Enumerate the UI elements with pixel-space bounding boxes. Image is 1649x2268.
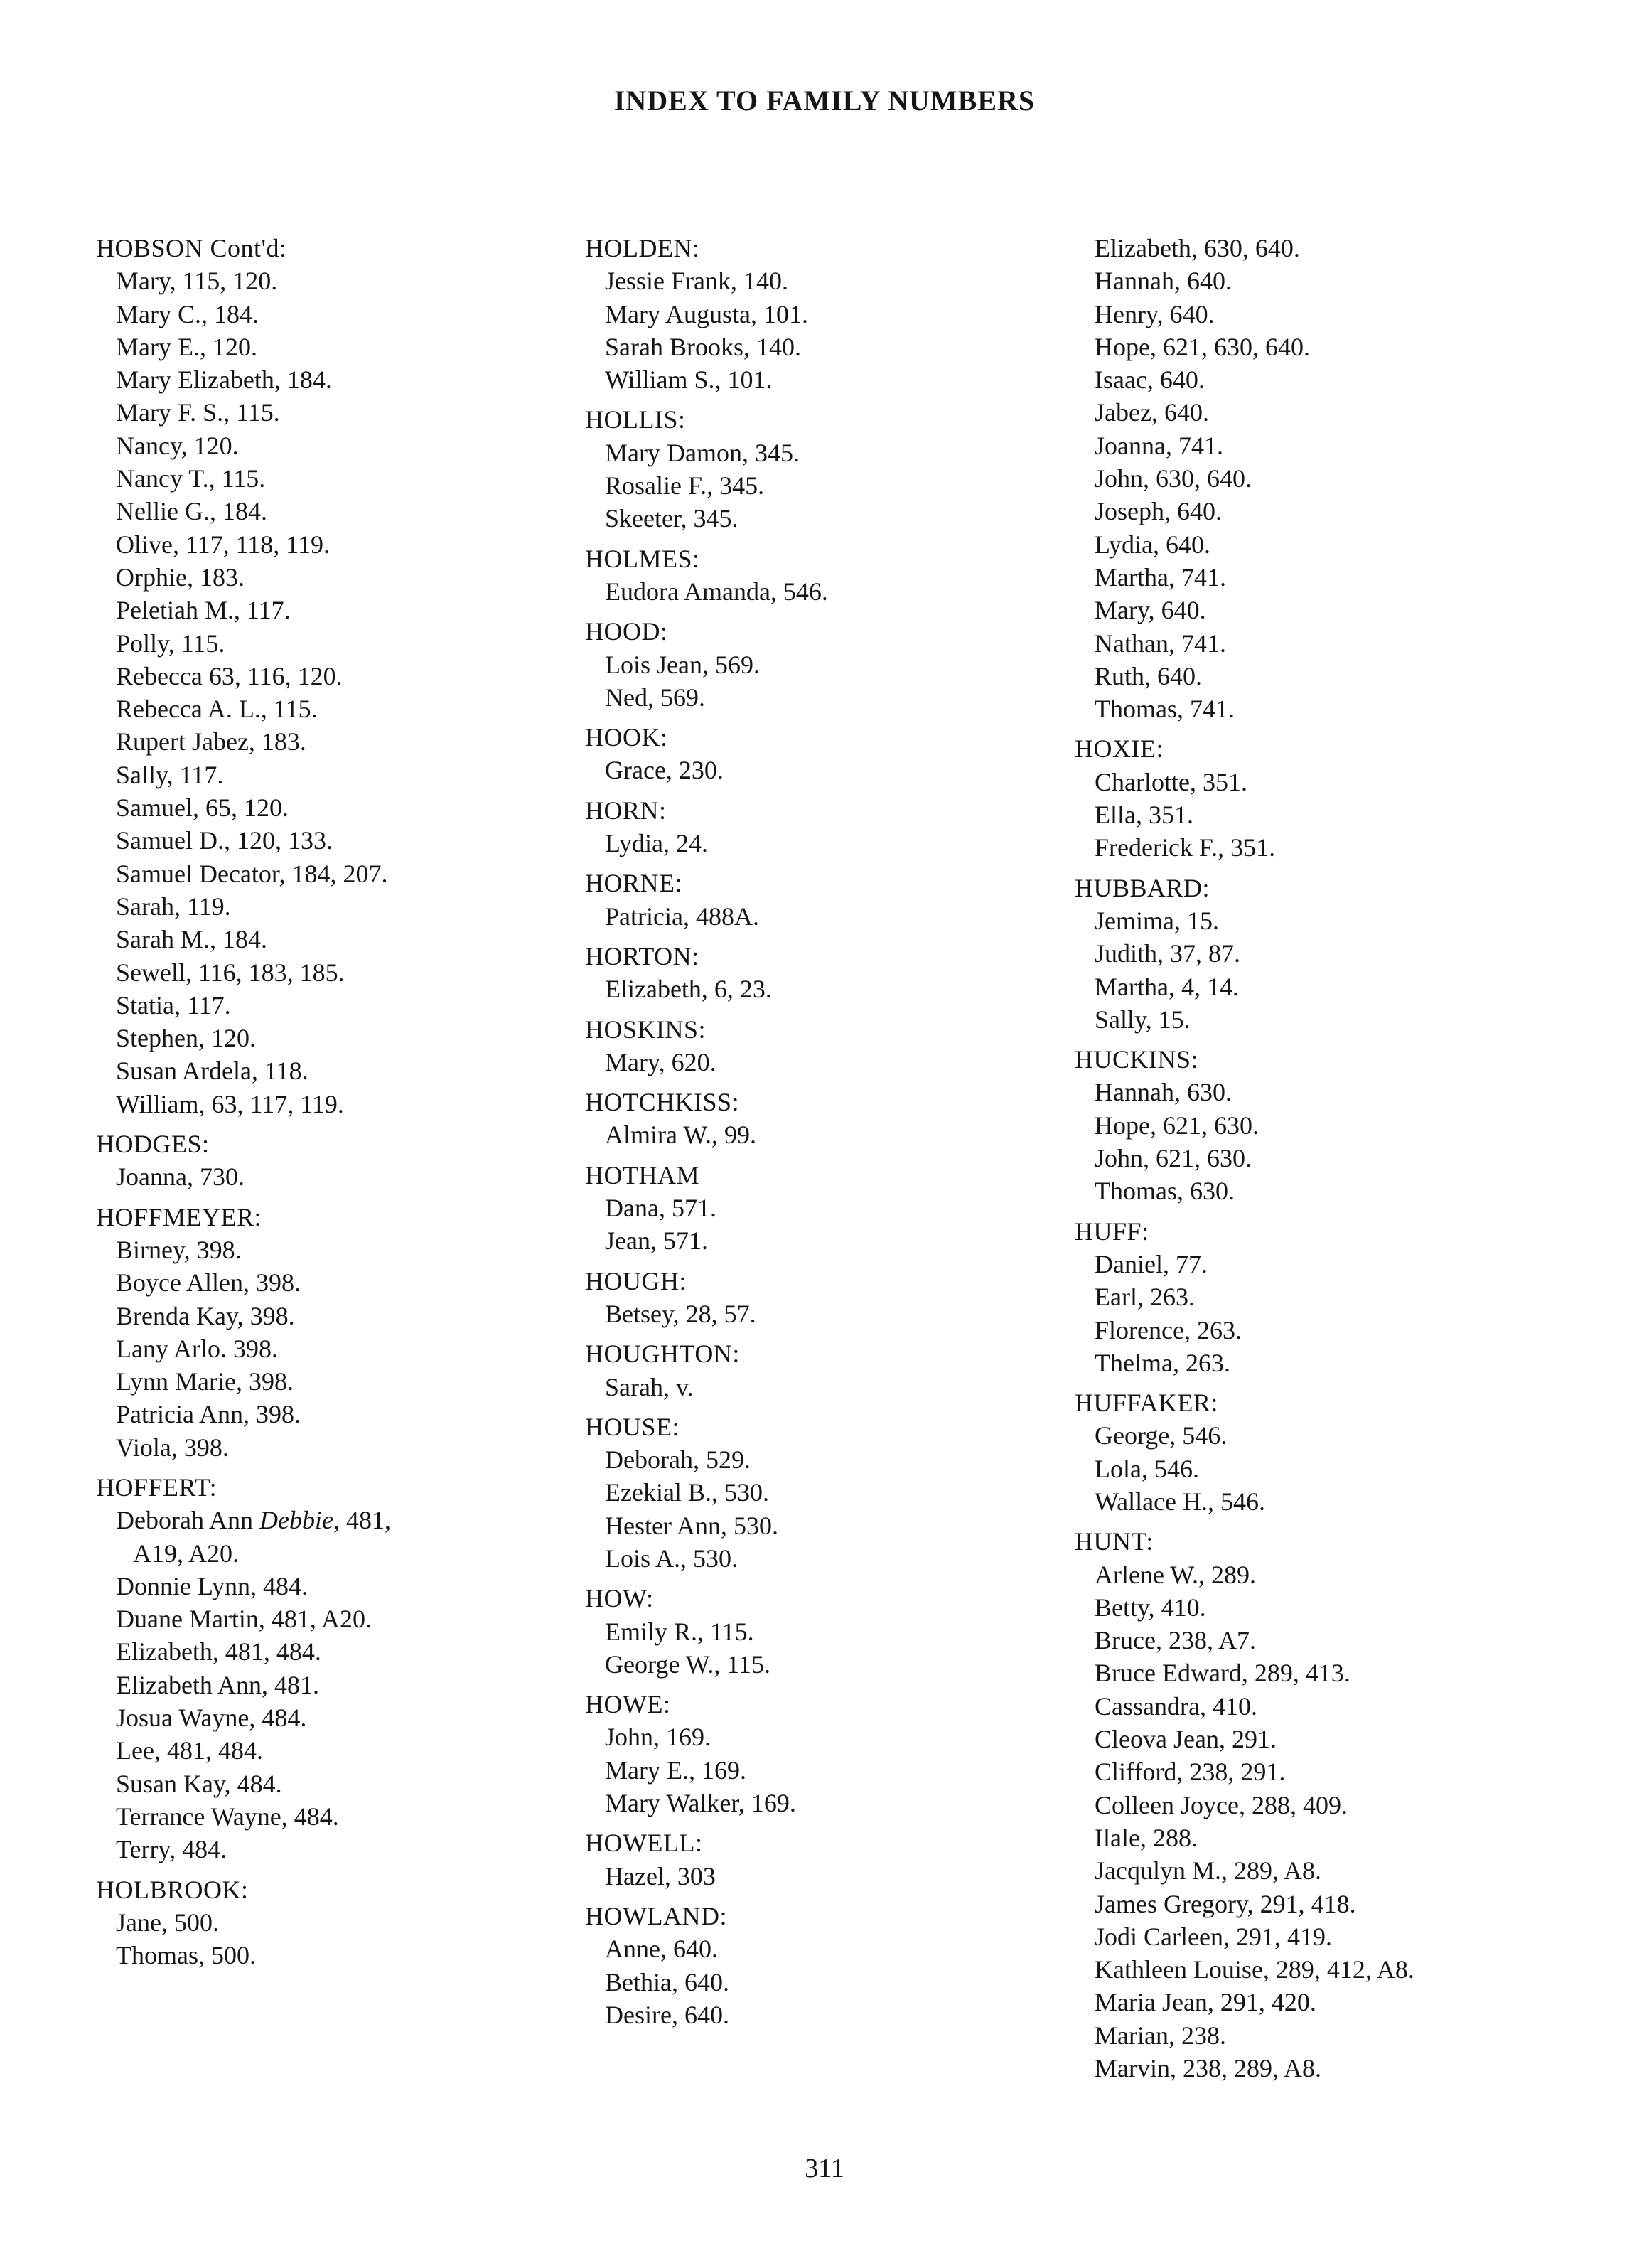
index-entry: Martha, 4, 14. bbox=[1095, 972, 1239, 1001]
index-entry: Judith, 37, 87. bbox=[1095, 939, 1241, 968]
family-block bbox=[1075, 1525, 1572, 2085]
family-block bbox=[96, 1128, 565, 1194]
index-entry: Lola, 546. bbox=[1095, 1454, 1199, 1483]
index-entry bbox=[96, 1504, 565, 1570]
page-number: 311 bbox=[805, 2154, 844, 2183]
index-entry: Mary C., 184. bbox=[116, 299, 259, 328]
family-name: HOBSON Cont'd: bbox=[96, 234, 287, 262]
index-entry: Nathan, 741. bbox=[1095, 628, 1226, 658]
family-block bbox=[585, 1826, 1054, 1893]
family-name: HOWELL: bbox=[585, 1829, 703, 1858]
family-name: HUNT: bbox=[1075, 1527, 1154, 1556]
index-entry: Grace, 230. bbox=[605, 756, 724, 785]
index-entry: Jessie Frank, 140. bbox=[605, 267, 788, 296]
index-entry: Sarah, 119. bbox=[116, 892, 231, 921]
entry-nickname: Debbie bbox=[259, 1506, 333, 1535]
family-block bbox=[585, 1086, 1054, 1152]
family-block bbox=[1075, 232, 1572, 725]
index-entry: Cleova Jean, 291. bbox=[1095, 1725, 1277, 1754]
index-entry: Arlene W., 289. bbox=[1095, 1560, 1256, 1589]
index-entry: Samuel Decator, 184, 207. bbox=[116, 859, 388, 888]
index-entry: Statia, 117. bbox=[116, 990, 231, 1020]
index-entry: Elizabeth Ann, 481. bbox=[116, 1670, 319, 1699]
family-block bbox=[1075, 732, 1572, 864]
family-block bbox=[585, 1582, 1054, 1681]
index-entry: Lynn Marie, 398. bbox=[116, 1367, 294, 1396]
family-name: HOTHAM bbox=[585, 1160, 699, 1189]
index-entry: Jacqulyn M., 289, A8. bbox=[1095, 1856, 1321, 1885]
family-name: HORN: bbox=[585, 796, 667, 825]
family-name: HOOK: bbox=[585, 723, 668, 752]
family-block bbox=[1075, 1043, 1572, 1207]
family-block bbox=[585, 542, 1054, 609]
index-entry: Cassandra, 410. bbox=[1095, 1691, 1257, 1721]
index-entry: Mary, 620. bbox=[605, 1047, 716, 1076]
index-entry: Polly, 115. bbox=[116, 628, 225, 658]
index-entry: Hope, 621, 630, 640. bbox=[1095, 332, 1310, 361]
index-entry: Joanna, 741. bbox=[1095, 431, 1223, 460]
index-entry: Thomas, 500. bbox=[116, 1941, 256, 1970]
index-entry: Bruce, 238, A7. bbox=[1095, 1626, 1256, 1655]
index-entry: William S., 101. bbox=[605, 365, 773, 395]
entry-text: , 481, bbox=[333, 1506, 391, 1535]
index-entry: Jane, 500. bbox=[116, 1908, 219, 1937]
index-entry: Sarah Brooks, 140. bbox=[605, 332, 801, 361]
family-block bbox=[585, 615, 1054, 714]
index-entry: Jabez, 640. bbox=[1095, 398, 1209, 427]
index-entry: Wallace H., 546. bbox=[1095, 1487, 1266, 1516]
index-entry: John, 621, 630. bbox=[1095, 1144, 1252, 1173]
family-block bbox=[585, 1688, 1054, 1819]
index-entry: Hannah, 640. bbox=[1095, 267, 1232, 296]
index-entry: Jemima, 15. bbox=[1095, 906, 1219, 935]
family-name: HUBBARD: bbox=[1075, 873, 1210, 902]
family-name: HOLBROOK: bbox=[96, 1875, 249, 1904]
index-entry: Mary Walker, 169. bbox=[605, 1789, 796, 1818]
index-entry: Viola, 398. bbox=[116, 1433, 229, 1462]
index-entry: Hannah, 630. bbox=[1095, 1078, 1232, 1107]
index-entry: Peletiah M., 117. bbox=[116, 596, 291, 625]
index-entry: Lydia, 24. bbox=[605, 829, 708, 858]
index-entry: Ezekial B., 530. bbox=[605, 1478, 769, 1507]
index-entry: Earl, 263. bbox=[1095, 1283, 1195, 1312]
index-entry: Olive, 117, 118, 119. bbox=[116, 530, 330, 559]
index-entry: Sally, 15. bbox=[1095, 1005, 1191, 1034]
family-name: HUFFAKER: bbox=[1075, 1389, 1218, 1418]
index-entry: Charlotte, 351. bbox=[1095, 767, 1247, 796]
entry-text: Deborah Ann bbox=[116, 1506, 259, 1535]
index-entry: Josua Wayne, 484. bbox=[116, 1703, 307, 1733]
index-entry: Joanna, 730. bbox=[116, 1162, 245, 1192]
index-entry: Terry, 484. bbox=[116, 1835, 227, 1864]
index-entry: Hester Ann, 530. bbox=[605, 1511, 778, 1540]
family-block bbox=[1075, 872, 1572, 1036]
family-name: HOW: bbox=[585, 1584, 654, 1613]
index-entry: Bethia, 640. bbox=[605, 1967, 729, 1996]
index-entry: Mary E., 169. bbox=[605, 1755, 746, 1785]
index-entry: George, 546. bbox=[1095, 1421, 1228, 1450]
family-name: HUFF: bbox=[1075, 1216, 1149, 1246]
index-entry: Sarah, v. bbox=[605, 1372, 694, 1401]
index-entry: John, 169. bbox=[605, 1723, 711, 1752]
index-entry: Nellie G., 184. bbox=[116, 497, 267, 526]
index-entry: Kathleen Louise, 289, 412, A8. bbox=[1095, 1955, 1414, 1984]
family-name: HOUGH: bbox=[585, 1266, 687, 1295]
index-entry: Nancy, 120. bbox=[116, 431, 239, 460]
family-name: HORTON: bbox=[585, 941, 699, 970]
index-entry: Ruth, 640. bbox=[1095, 661, 1203, 690]
index-entry: Lydia, 640. bbox=[1095, 530, 1210, 559]
index-entry: Boyce Allen, 398. bbox=[116, 1268, 301, 1298]
family-block bbox=[585, 1900, 1054, 2031]
index-entry: Marian, 238. bbox=[1095, 2021, 1226, 2050]
index-entry: Mary, 640. bbox=[1095, 596, 1206, 625]
family-block bbox=[585, 867, 1054, 933]
index-column-2 bbox=[585, 232, 1054, 2038]
family-name: HOWLAND: bbox=[585, 1901, 727, 1930]
index-entry: Skeeter, 345. bbox=[605, 504, 738, 533]
index-entry: Joseph, 640. bbox=[1095, 497, 1222, 526]
family-block bbox=[1075, 1215, 1572, 1379]
index-entry: Lany Arlo. 398. bbox=[116, 1334, 278, 1363]
index-entry: Hope, 621, 630. bbox=[1095, 1111, 1259, 1140]
family-name: HOUSE: bbox=[585, 1412, 680, 1441]
family-block bbox=[585, 232, 1054, 396]
index-entry: Birney, 398. bbox=[116, 1235, 242, 1264]
family-name: HOSKINS: bbox=[585, 1015, 707, 1044]
index-entry: Mary Damon, 345. bbox=[605, 438, 800, 467]
family-block bbox=[585, 794, 1054, 860]
index-entry: Terrance Wayne, 484. bbox=[116, 1802, 339, 1831]
index-entry: William, 63, 117, 119. bbox=[116, 1089, 344, 1118]
index-entry: Marvin, 238, 289, A8. bbox=[1095, 2054, 1321, 2083]
index-entry: Martha, 741. bbox=[1095, 562, 1226, 592]
index-entry: Donnie Lynn, 484. bbox=[116, 1571, 308, 1600]
index-entry: Elizabeth, 481, 484. bbox=[116, 1637, 321, 1667]
index-entry: Nancy T., 115. bbox=[116, 464, 266, 493]
index-entry: Susan Kay, 484. bbox=[116, 1769, 282, 1798]
index-entry: Sarah M., 184. bbox=[116, 925, 267, 954]
index-column-3 bbox=[1075, 232, 1572, 2092]
index-column-1 bbox=[96, 232, 565, 1979]
index-entry: Rosalie F., 345. bbox=[605, 471, 765, 501]
index-entry: Henry, 640. bbox=[1095, 299, 1215, 328]
family-name: HOLDEN: bbox=[585, 234, 700, 262]
index-entry: Maria Jean, 291, 420. bbox=[1095, 1988, 1316, 2017]
family-name: HOUGHTON: bbox=[585, 1339, 740, 1369]
family-name: HORNE: bbox=[585, 869, 682, 898]
index-entry: Susan Ardela, 118. bbox=[116, 1057, 308, 1086]
family-name: HOTCHKISS: bbox=[585, 1088, 740, 1117]
index-entry: Patricia, 488A. bbox=[605, 902, 759, 931]
index-entry: Lee, 481, 484. bbox=[116, 1736, 263, 1765]
index-entry: Dana, 571. bbox=[605, 1194, 716, 1223]
index-entry: Ilale, 288. bbox=[1095, 1823, 1198, 1852]
family-name: HOOD: bbox=[585, 617, 668, 646]
index-entry: Desire, 640. bbox=[605, 2000, 729, 2029]
family-block bbox=[96, 1201, 565, 1464]
index-entry: Daniel, 77. bbox=[1095, 1249, 1208, 1278]
family-name: HOFFMEYER: bbox=[96, 1202, 262, 1231]
page-title: INDEX TO FAMILY NUMBERS bbox=[613, 85, 1036, 117]
index-entry: Deborah, 529. bbox=[605, 1445, 751, 1475]
index-entry: Frederick F., 351. bbox=[1095, 833, 1276, 862]
family-block bbox=[585, 721, 1054, 787]
index-entry: Ned, 569. bbox=[605, 683, 705, 712]
index-entry: Colleen Joyce, 288, 409. bbox=[1095, 1790, 1348, 1819]
family-block bbox=[96, 232, 565, 1120]
family-block bbox=[96, 1471, 565, 1866]
index-entry: Clifford, 238, 291. bbox=[1095, 1758, 1286, 1787]
index-entry: Rebecca A. L., 115. bbox=[116, 695, 318, 724]
index-entry: Eudora Amanda, 546. bbox=[605, 577, 828, 606]
family-name: HOFFERT: bbox=[96, 1472, 217, 1502]
index-entry: Mary, 115, 120. bbox=[116, 267, 278, 296]
family-name: HODGES: bbox=[96, 1130, 210, 1159]
index-entry: Mary E., 120. bbox=[116, 332, 257, 361]
index-entry: Isaac, 640. bbox=[1095, 365, 1205, 395]
index-entry: Thelma, 263. bbox=[1095, 1348, 1230, 1377]
index-entry: Bruce Edward, 289, 413. bbox=[1095, 1659, 1350, 1688]
index-entry: Florence, 263. bbox=[1095, 1315, 1242, 1344]
index-entry: Emily R., 115. bbox=[605, 1617, 754, 1646]
family-name: HOLMES: bbox=[585, 544, 700, 573]
family-block bbox=[585, 1265, 1054, 1331]
family-block bbox=[585, 1013, 1054, 1079]
index-entry: Patricia Ann, 398. bbox=[116, 1400, 301, 1429]
index-entry: Almira W., 99. bbox=[605, 1120, 756, 1150]
index-entry: Elizabeth, 630, 640. bbox=[1095, 234, 1300, 262]
index-entry: Lois Jean, 569. bbox=[605, 650, 760, 679]
index-entry: Rupert Jabez, 183. bbox=[116, 727, 306, 756]
family-block bbox=[585, 1411, 1054, 1575]
index-entry: Thomas, 630. bbox=[1095, 1177, 1235, 1206]
index-entry: Stephen, 120. bbox=[116, 1024, 256, 1053]
index-entry: Thomas, 741. bbox=[1095, 695, 1235, 724]
index-entry: Orphie, 183. bbox=[116, 562, 245, 592]
index-entry: Elizabeth, 6, 23. bbox=[605, 975, 772, 1004]
index-entry: Brenda Kay, 398. bbox=[116, 1301, 295, 1330]
index-entry: Lois A., 530. bbox=[605, 1544, 738, 1573]
index-entry: Rebecca 63, 116, 120. bbox=[116, 661, 343, 690]
index-entry: Duane Martin, 481, A20. bbox=[116, 1605, 372, 1634]
index-entry: Mary Augusta, 101. bbox=[605, 299, 808, 328]
index-entry: Mary Elizabeth, 184. bbox=[116, 365, 332, 395]
index-entry: Samuel D., 120, 133. bbox=[116, 826, 333, 855]
family-block bbox=[1075, 1386, 1572, 1518]
index-entry: James Gregory, 291, 418. bbox=[1095, 1889, 1356, 1918]
index-entry: Hazel, 303 bbox=[605, 1861, 716, 1890]
index-entry: Mary F. S., 115. bbox=[116, 398, 280, 427]
index-entry: Ella, 351. bbox=[1095, 801, 1193, 830]
family-block bbox=[585, 1159, 1054, 1258]
family-block bbox=[96, 1873, 565, 1972]
family-name: HUCKINS: bbox=[1075, 1045, 1199, 1074]
index-entry: George W., 115. bbox=[605, 1649, 770, 1679]
index-entry: Sewell, 116, 183, 185. bbox=[116, 958, 345, 987]
index-entry: Jean, 571. bbox=[605, 1226, 708, 1256]
family-name: HOLLIS: bbox=[585, 405, 686, 434]
index-entry: Jodi Carleen, 291, 419. bbox=[1095, 1922, 1332, 1951]
family-block bbox=[585, 403, 1054, 535]
family-block bbox=[585, 1337, 1054, 1403]
index-entry: Samuel, 65, 120. bbox=[116, 793, 289, 823]
family-name: HOWE: bbox=[585, 1690, 671, 1719]
index-entry: Sally, 117. bbox=[116, 760, 224, 789]
index-entry: Anne, 640. bbox=[605, 1935, 718, 1964]
entry-continuation: A19, A20. bbox=[133, 1539, 240, 1568]
family-name: HOXIE: bbox=[1075, 734, 1164, 764]
index-entry: Betty, 410. bbox=[1095, 1593, 1206, 1622]
index-entry: John, 630, 640. bbox=[1095, 464, 1252, 493]
family-block bbox=[585, 940, 1054, 1006]
index-entry: Betsey, 28, 57. bbox=[605, 1299, 756, 1328]
